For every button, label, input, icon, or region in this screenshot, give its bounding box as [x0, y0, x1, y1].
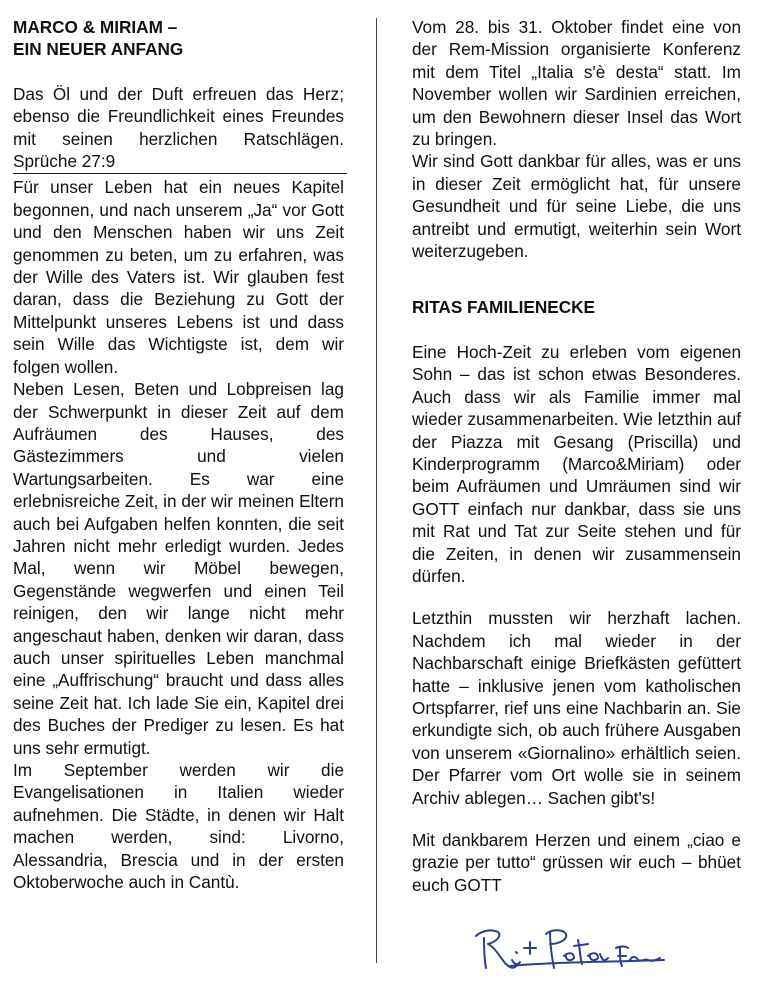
- paragraph-new-chapter: Für unser Leben hat ein neues Kapitel begonnen, und nach unserem „Ja“ vor Gott und den Menschen haben wir uns Zeit genommen zu beten, um zu erfahren, was der Wille des Vaters ist. Wir glauben fest daran, dass die Beziehung zu Gott der Mittelpunkt unseres Lebens ist und dass sein Wille das Wichtigste ist, dem wir folgen wollen.: [13, 177, 344, 377]
- paragraph-laugh: Letzthin mussten wir herzhaft lachen. Nachdem ich mal wieder in der Nachbarschaft einige Briefkästen gefüttert hatte – inklusive jenen vom katholischen Ortspfarrer, rief uns eine Nachbarin an. Sie erkundigte sich, ob auch frühere Ausgaben von unserem «Giornalino» erhältlich seien. Der Pfarrer vom Ort wolle sie in seinem Archiv ablegen… Sachen gibt's!: [412, 608, 741, 808]
- left-column: [13, 16, 344, 893]
- paragraph-greeting: Mit dankbarem Herzen und einem „ciao e grazie per tutto“ grüssen wir euch – bhüet euch GOTT: [412, 830, 741, 895]
- paragraph-thanks: Wir sind Gott dankbar für alles, was er uns in dieser Zeit ermöglicht hat, für unsere Gesundheit und für seine Liebe, die uns antreibt und ermutigt, weiterhin sein Wort weiterzugeben.: [412, 151, 741, 262]
- verse-divider: [13, 173, 347, 174]
- article-title-line1: MARCO & MIRIAM –: [13, 17, 178, 37]
- section-title-family-corner: RITAS FAMILIENECKE: [412, 297, 596, 318]
- paragraph-house-work: Neben Lesen, Beten und Lobpreisen lag der Schwerpunkt in dieser Zeit auf dem Aufräumen des Hauses, des Gästezimmers und vielen Wartungsarbeiten. Es war eine erlebnisreiche Zeit, in der wir meinen Eltern auch bei Aufgaben helfen konnten, die seit Jahren nicht mehr erledigt wurden. Jedes Mal, wenn wir Möbel bewegen, Gegenstände wegwerfen und einen Teil reinigen, den wir lange nicht mehr angeschaut haben, denken wir daran, dass auch unser spirituelles Leben manchmal eine „Auffrischung“ braucht und dass alles seine Zeit hat. Ich lade Sie ein, Kapitel drei des Buches der Prediger zu lesen. Es hat uns sehr ermutigt.: [13, 379, 344, 758]
- article-title: [13, 16, 344, 61]
- right-column: [412, 16, 741, 896]
- paragraph-conference: Vom 28. bis 31. Oktober findet eine von der Rem-Mission organisierte Konferenz mit dem Titel „Italia s'è desta“ statt. Im November wollen wir Sardinien erreichen, um den Bewohnern dieser Insel das Wort zu bringen.: [412, 17, 741, 150]
- handwritten-signature: [470, 918, 670, 976]
- bible-verse: Das Öl und der Duft erfreuen das Herz; ebenso die Freundlichkeit eines Freundes mit seinen herzlichen Ratschlägen. Sprüche 27:9: [13, 83, 344, 172]
- paragraph-wedding: Eine Hoch-Zeit zu erleben vom eigenen Sohn – das ist schon etwas Besonderes. Auch dass wir als Familie immer mal wieder zusammenarbeiten. Wie letzthin auf der Piazza mit Gesang (Priscilla) und Kinderprogramm (Marco&Miriam) oder beim Aufräumen und Umräumen sind wir GOTT einfach nur dankbar, dass sie uns mit Rat und Tat zur Seite stehen und für die Zeiten, in denen wir zusammensein dürfen.: [412, 341, 741, 586]
- paragraph-september: Im September werden wir die Evangelisationen in Italien wieder aufnehmen. Die Städte, in denen wir Halt machen werden, sind: Livorno, Alessandria, Brescia und in der ersten Oktoberwoche auch in Cantù.: [13, 760, 344, 893]
- article-title-line2: EIN NEUER ANFANG: [13, 39, 184, 60]
- column-divider: [376, 18, 377, 963]
